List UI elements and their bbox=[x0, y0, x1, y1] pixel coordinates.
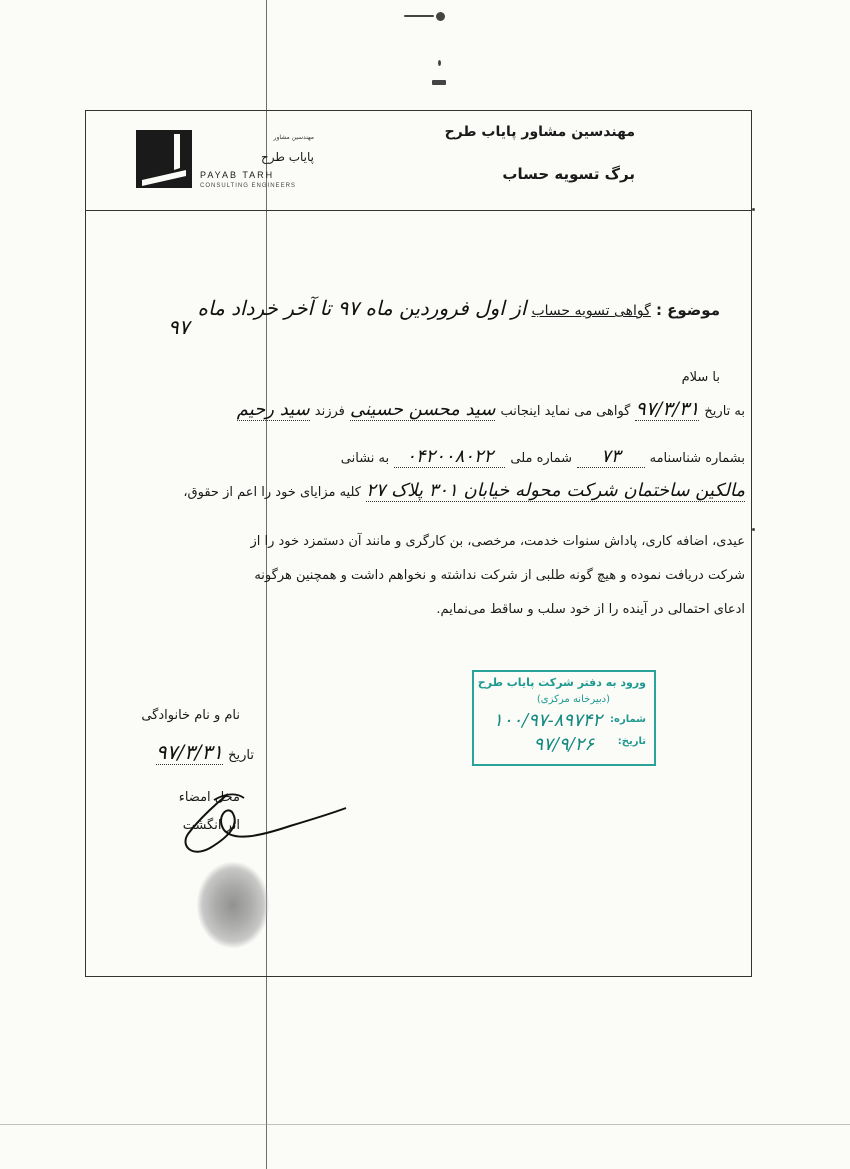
national-id-value: ۰۴۲۰۰۸۰۲۲ bbox=[394, 446, 505, 468]
subject-line bbox=[198, 296, 721, 320]
address-label: به نشانی bbox=[340, 451, 390, 466]
scan-speck bbox=[404, 15, 434, 17]
body-line-5: شرکت دریافت نموده و هیچ گونه طلبی از شرکت نداشته و نخواهم داشت و همچنین هرگونه bbox=[254, 568, 745, 583]
fingerprint-label: اثر انگشت bbox=[182, 818, 240, 833]
scan-speck bbox=[752, 208, 755, 211]
date-row bbox=[156, 740, 254, 765]
body-line-2 bbox=[341, 446, 745, 468]
signature-label: محل امضاء bbox=[178, 790, 240, 805]
logo-english-name: PAYAB TARH bbox=[200, 170, 275, 180]
logo-subtitle: CONSULTING ENGINEERS bbox=[200, 183, 296, 189]
id-number-value: ۷۳ bbox=[577, 446, 644, 468]
subject-handwritten-year: ۹۷ bbox=[168, 315, 190, 339]
benefits-text: کلیه مزایای خود را اعم از حقوق، bbox=[183, 485, 361, 500]
name-label: نام و نام خانوادگی bbox=[141, 708, 240, 723]
stamp-date-label: تاریخ: bbox=[617, 736, 646, 747]
payab-tarh-logo-icon bbox=[136, 130, 192, 188]
footer-date-value: ۹۷/۳/۳۱ bbox=[155, 740, 224, 764]
body-line-6: ادعای احتمالی در آینده را از خود سلب و ساقط می‌نمایم. bbox=[436, 602, 745, 617]
address-handwritten: مالکین ساختمان شرکت محوله خیابان ۳۰۱ پلاک ۲۷ bbox=[366, 480, 745, 501]
fold-line-horizontal bbox=[0, 1124, 850, 1125]
scan-speck bbox=[438, 60, 441, 66]
date-intro: به تاریخ bbox=[704, 404, 745, 419]
logo-small-text: مهندسین مشاور bbox=[273, 134, 314, 141]
company-name: مهندسین مشاور پایاب طرح bbox=[444, 124, 635, 140]
id-number-label: بشماره شناسنامه bbox=[649, 451, 745, 466]
employee-name: سید محسن حسینی bbox=[349, 399, 496, 420]
registration-stamp bbox=[472, 670, 656, 766]
logo-persian-name: پایاب طرح bbox=[260, 150, 314, 164]
header-divider bbox=[85, 210, 752, 211]
body-line-3 bbox=[183, 480, 745, 502]
father-name: سید رحیم bbox=[236, 399, 310, 420]
form-title: برگ تسویه حساب bbox=[502, 165, 635, 183]
scan-speck bbox=[752, 528, 755, 531]
national-id-label: شماره ملی bbox=[510, 451, 573, 466]
certify-text: گواهی می نماید اینجانب bbox=[500, 404, 631, 419]
scan-speck bbox=[436, 12, 445, 21]
body-line-1 bbox=[237, 398, 745, 421]
stamp-subtitle: (دبیرخانه مرکزی) bbox=[536, 694, 610, 705]
scan-speck bbox=[432, 80, 446, 85]
stamp-number-label: شماره: bbox=[610, 714, 646, 725]
stamp-title: ورود به دفتر شرکت پایاب طرح bbox=[477, 676, 646, 689]
handwritten-signature bbox=[170, 778, 350, 868]
stamp-number-value: ۱۰۰/۹۷-۸۹۷۴۲ bbox=[493, 710, 602, 731]
child-of-label: فرزند bbox=[314, 404, 345, 419]
stamp-date-value: ۹۷/۹/۲۶ bbox=[533, 734, 594, 755]
fingerprint-mark bbox=[197, 862, 269, 948]
subject-handwritten: از اول فروردین ماه ۹۷ تا آخر خرداد ماه bbox=[197, 296, 527, 320]
subject-printed: گواهی تسویه حساب bbox=[531, 303, 651, 319]
subject-label: موضوع : bbox=[655, 301, 720, 319]
body-line-4: عیدی، اضافه کاری، پاداش سنوات خدمت، مرخصی، بن کارگری و مانند آن دستمزد خود را از bbox=[250, 534, 745, 549]
footer-date-label: تاریخ bbox=[228, 748, 254, 763]
date-handwritten: ۹۷/۳/۳۱ bbox=[635, 398, 700, 420]
greeting: با سلام bbox=[681, 370, 720, 385]
